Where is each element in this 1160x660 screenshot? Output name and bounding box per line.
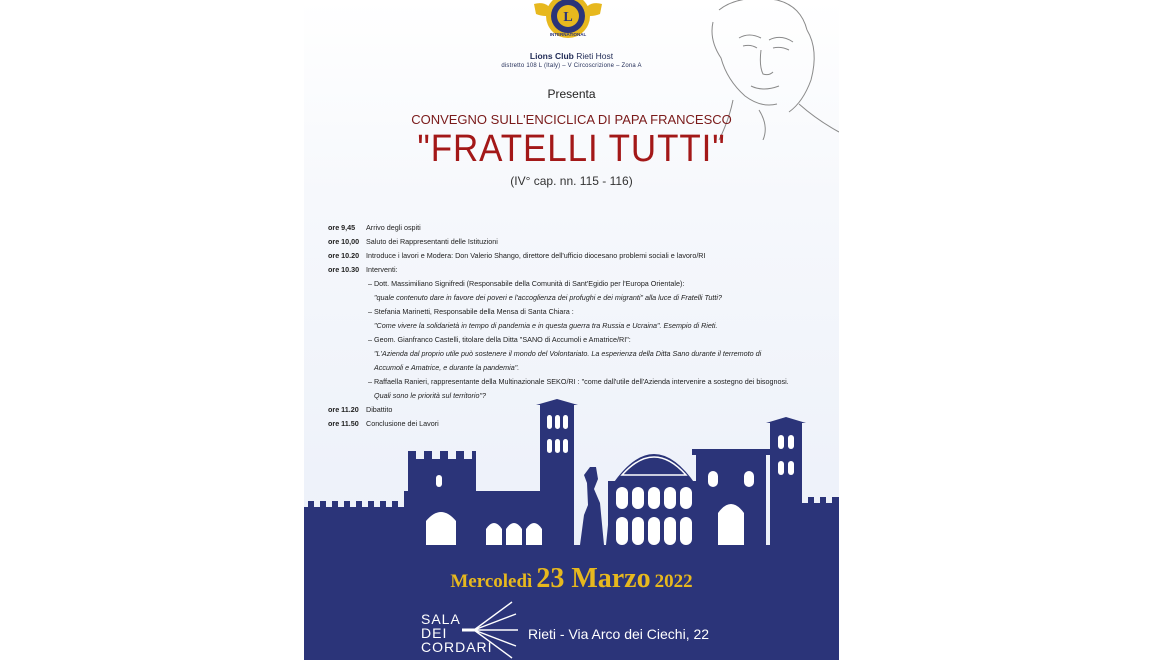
program-time: ore 11.20 [328,405,359,414]
program-text: Conclusione dei Lavori [366,419,439,428]
program-time: ore 9,45 [328,223,356,232]
poster-title: "FRATELLI TUTTI" [417,128,726,170]
club-name-bold: Lions Club [529,51,574,61]
logo-lettering: INTERNATIONAL [549,32,587,37]
logo-letter: L [563,10,573,25]
speaker-name: – Dott. Massimiliano Signifredi (Responsabile della Comunità di Sant'Egidio per l'Europa Orientale): [368,279,685,288]
program-text: Dibattito [366,405,393,414]
program-row [328,221,833,235]
speaker-name: – Geom. Gianfranco Castelli, titolare della Ditta "SANO di Accumoli e Amatrice/RI": [368,335,631,344]
speaker-topic: Accumoli e Amatrice, e durante la pandemia". [374,363,520,372]
conference-heading: CONVEGNO SULL'ENCICLICA DI PAPA FRANCESCO [411,112,732,127]
event-poster [304,0,839,660]
venue-line: SALA [421,611,461,627]
speaker-topic: "Come vivere la solidarietà in tempo di pandemia e in questa guerra tra Russia e Ucraina". Esempio di Rieti. [374,321,718,330]
event-weekday: Mercoledì [450,571,533,592]
program-text: Arrivo degli ospiti [366,223,421,232]
club-name-rest: Rieti Host [576,51,614,61]
chapter-subtitle: (IV° cap. nn. 115 - 116) [510,174,633,188]
venue-line: DEI [421,625,448,641]
program-text: Interventi: [366,265,398,274]
lions-logo [532,0,604,46]
speaker-name: – Stefania Marinetti, Responsabile della Mensa di Santa Chiara : [368,307,574,316]
program-row [328,235,833,249]
program-time: ore 11.50 [328,419,359,428]
venue-line: CORDARI [421,639,493,655]
program-time: ore 10.20 [328,251,360,260]
club-name [304,51,839,61]
program-time: ore 10.30 [328,265,360,274]
speaker-topic: "L'Azienda dal proprio utile può sostenere il mondo del Volontariato. La esperienza della Ditta Sano durante il terremoto di [374,349,762,358]
event-date [304,563,839,595]
district-line: distretto 108 L (Italy) – V Circoscrizione – Zona A [501,63,642,69]
speaker-name: – Raffaella Ranieri, rappresentante della Multinazionale SEKO/RI : "come dall'utile dell'Azienda intervenire a sostegno dei bisognosi. [368,377,789,386]
event-year: 2022 [654,571,693,592]
presenta-label: Presenta [547,87,596,101]
event-day-month: 23 Marzo [536,563,651,594]
program-text: Introduce i lavori e Modera: Don Valerio Shango, direttore dell'ufficio diocesano problemi sociali e lavoro/RI [366,251,706,260]
rieti-skyline [304,395,839,660]
speaker-topic: Quali sono le priorità sul territorio"? [374,391,487,400]
rope-rays-icon [462,600,522,660]
venue-address: Rieti - Via Arco dei Ciechi, 22 [528,626,710,642]
program-row [328,249,833,263]
speaker-topic: "quale contenuto dare in favore dei poveri e l'accoglienza dei profughi e dei migranti" alla luce di Fratelli Tutti? [374,293,722,302]
program-row [328,263,833,277]
program-text: Saluto dei Rappresentanti delle Istituzioni [366,237,498,246]
program-time: ore 10,00 [328,237,360,246]
